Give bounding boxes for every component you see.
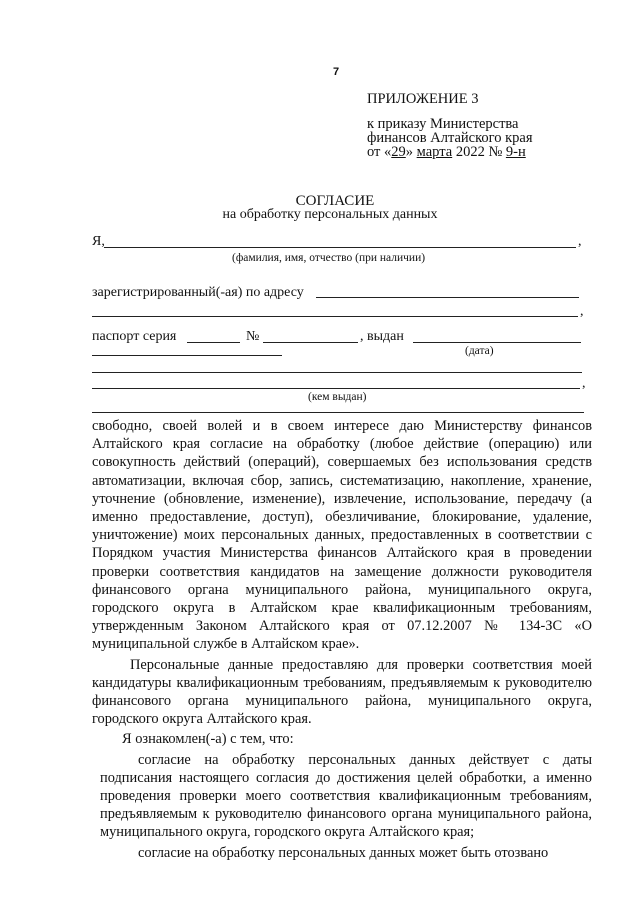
consent-body [92, 417, 592, 862]
date-caption: (дата) [465, 345, 494, 357]
appendix-heading: ПРИЛОЖЕНИЕ 3 [367, 91, 479, 107]
address-label: зарегистрированный(-ая) по адресу [92, 285, 304, 300]
passport-extra-line[interactable] [92, 355, 282, 356]
address-line-2[interactable] [92, 316, 578, 317]
fio-comma: , [578, 234, 582, 249]
order-ref-line-2: финансов Алтайского края [367, 130, 533, 146]
consent-paragraph-5: согласие на обработку персональных данных может быть отозвано [138, 844, 549, 861]
consent-paragraph-2: Персональные данные предоставляю для проверки соответствия моей кандидатуры квалификационным требованиям, предъявляемым к руководителю финансового органа муниципального района, муниципального округа, городского округа Алтайского края. [92, 656, 592, 728]
address-line-1[interactable] [316, 297, 579, 298]
order-year: 2022 № [452, 144, 506, 160]
passport-series-label: паспорт серия [92, 329, 177, 344]
order-date-line [367, 145, 526, 160]
issued-by-line-1[interactable] [92, 372, 582, 373]
issued-by-caption: (кем выдан) [308, 391, 367, 403]
document-subtitle: на обработку персональных данных [222, 207, 438, 222]
issue-date-line[interactable] [413, 342, 581, 343]
order-month: марта [416, 144, 453, 160]
order-ref-line-1: к приказу Министерства [367, 116, 519, 132]
page-number: 7 [333, 66, 340, 78]
address-comma: , [580, 304, 584, 319]
order-number: 9-н [505, 144, 526, 160]
passport-number-label: № [246, 329, 260, 344]
order-date-sep: » [405, 144, 417, 160]
consent-paragraph-3: Я ознакомлен(-а) с тем, что: [122, 731, 294, 748]
consent-paragraph-4: согласие на обработку персональных данных действует с даты подписания настоящего согласия до достижения целей обработки, а именно проведения проверки моего соответствия квалификационным требованиям, предъявляемым к руководителю финансового органа муниципального района, муниципального округа, городского округа Алтайского края; [100, 751, 592, 841]
issued-by-line-2[interactable] [92, 388, 580, 389]
order-date-prefix: от « [367, 144, 392, 160]
fio-line[interactable] [104, 247, 576, 248]
issued-label: , выдан [360, 329, 404, 344]
consent-paragraph-1: свободно, своей волей и в своем интересе даю Министерству финансов Алтайского края согласие на обработку (любое действие (операцию) или совокупность действий (операций), совершаемых без использования средств автоматизации, включая сбор, запись, систематизацию, накопление, хранение, уточнение (обновление, изменение), извлечение, использование, передачу (а именно предоставление, доступ), обезличивание, блокирование, удаление, уничтожение) моих персональных данных, предоставленных в соответствии с Порядком участия Министерства финансов Алтайского края в проведении проверки соответствия кандидатов на замещение должности руководителя финансового органа муниципального района, муниципального округа, городского округа в Алтайском крае квалификационным требованиям, утвержденным Законом Алтайского края от 07.12.2007 № 134-ЗС «О муниципальной службе в Алтайском крае». [92, 418, 592, 653]
passport-number-line[interactable] [263, 342, 358, 343]
order-day: 29 [391, 144, 406, 160]
passport-series-line[interactable] [187, 342, 240, 343]
document-title: СОГЛАСИЕ [295, 193, 375, 209]
fio-caption: (фамилия, имя, отчество (при наличии) [232, 252, 426, 264]
issued-by-line-3[interactable] [92, 412, 584, 413]
i-label: Я, [92, 234, 105, 249]
issued-by-comma: , [582, 376, 586, 391]
